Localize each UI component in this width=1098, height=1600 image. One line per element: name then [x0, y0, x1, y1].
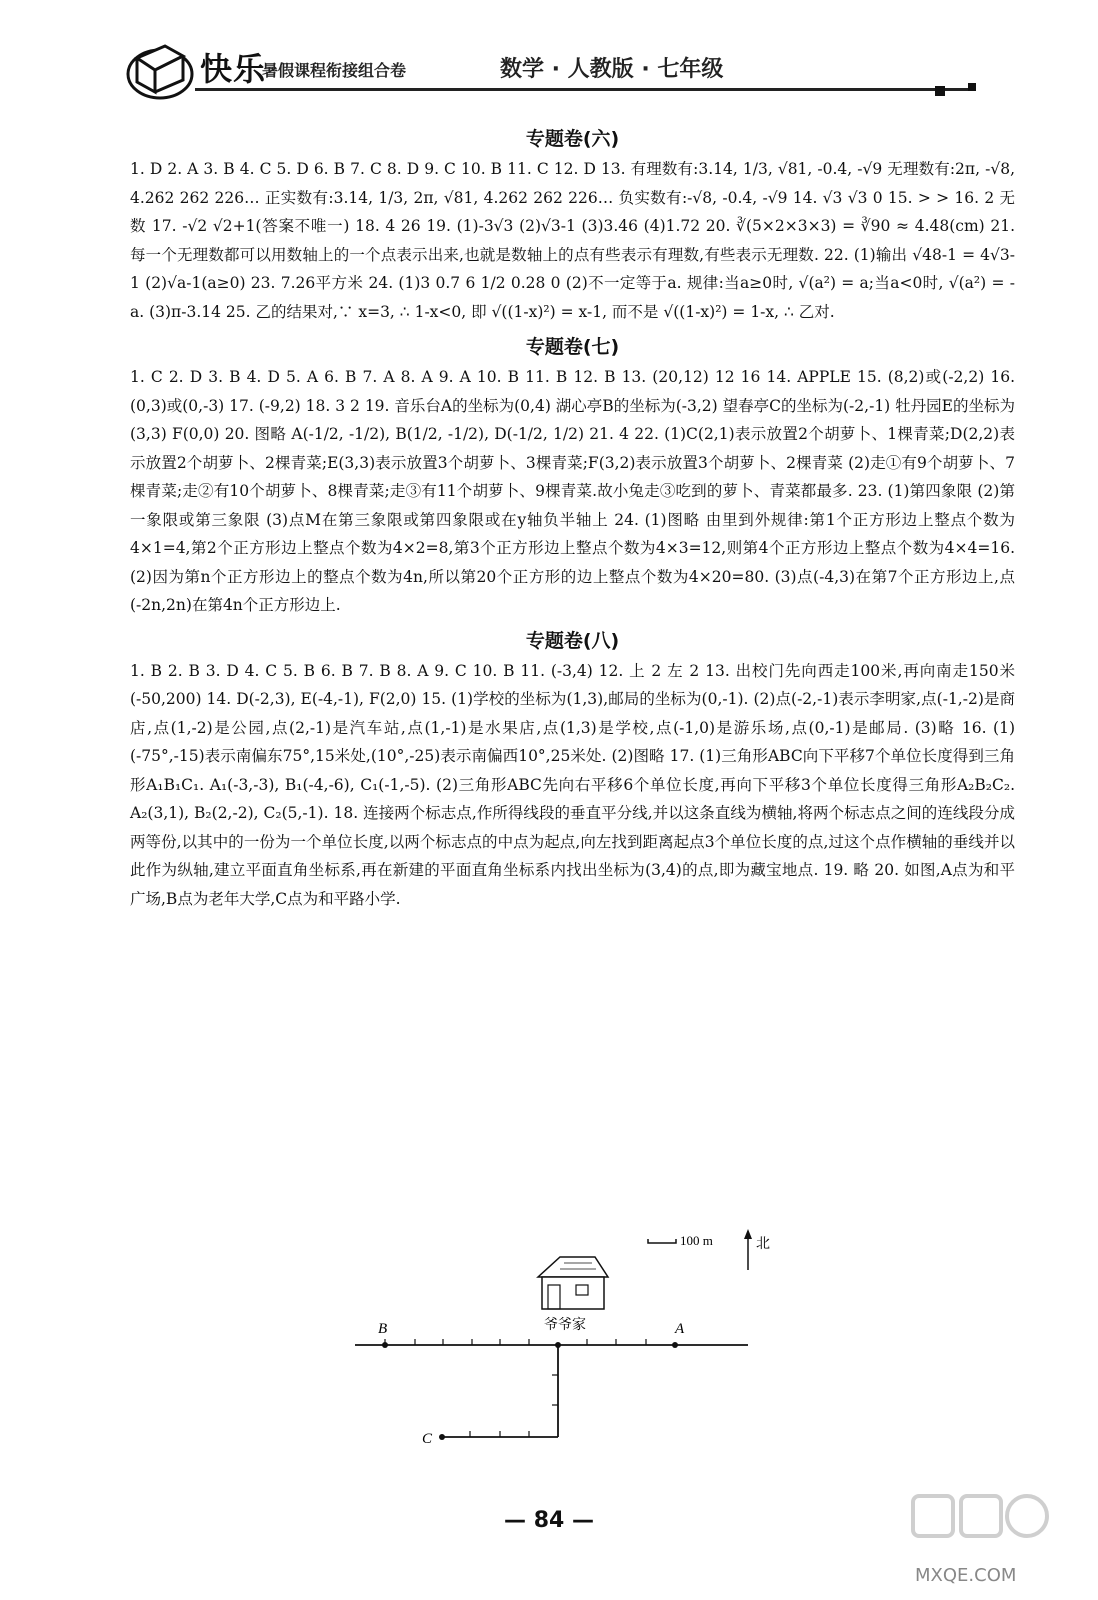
- book-logo-icon: [125, 40, 195, 102]
- header-square-mark: [968, 83, 976, 91]
- north-arrow-head-icon: [744, 1229, 752, 1239]
- brand-subtitle: 暑假课程衔接组合卷: [262, 61, 407, 80]
- watermark-text: MXQE.COM: [915, 1565, 1017, 1586]
- map-figure: [330, 1215, 770, 1455]
- scale-label: 100 m: [680, 1233, 713, 1248]
- scale-bar: [648, 1239, 676, 1243]
- section-title: 专题卷(六): [525, 128, 620, 150]
- section-answers: 1. B 2. B 3. D 4. C 5. B 6. B 7. B 8. A 9. C 10. B 11. (-3,4) 12. 上 2 左 2 13. 出校门先向西走100米,再向南走150米 (-50,200) 14. D(-2,3), E(-4,-1), F(2,0) 15. (1)学校的坐标为(1,3),邮局的坐标为(0,-1). (2)点(-2,-1)表示李明家,点(-1,-2)是商店,点(1,-2)是公园,点(2,-1)是汽车站,点(1,-1)是水果店,点(1,3)是学校,点(-1,0)是游乐场,点(0,-1)是邮局. (3)略 16. (1)(-75°,-15)表示南偏东75°,15米处,(10°,-25)表示南偏西10°,25米处. (2)图略 17. (1)三角形ABC向下平移7个单位长度得到三角形A₁B₁C₁. A₁(-3,-3), B₁(-4,-6), C₁(-1,-5). (2)三角形ABC先向右平移6个单位长度,再向下平移3个单位长度得三角形A₂B₂C₂. A₂(3,1), B₂(2,-2), C₂(5,-1). 18. 连接两个标志点,作所得线段的垂直平分线,并以这条直线为横轴,将两个标志点之间的连线段分成两等份,以其中的一份为一个单位长度,以两个标志点的中点为起点,向左找到距离起点3个单位长度的点,过这个点作横轴的垂线并以此作为纵轴,建立平面直角坐标系,再在新建的平面直角坐标系内找出坐标为(3,4)的点,即为藏宝地点. 19. 略 20. 如图,A点为和平广场,B点为老年大学,C点为和平路小学.: [130, 661, 1015, 908]
- page-header: [0, 0, 1098, 110]
- south-road-ticks: [552, 1375, 558, 1405]
- subject-label: 数学 · 人教版 · 七年级: [500, 57, 724, 82]
- path-c-ticks: [470, 1431, 529, 1437]
- road-ticks: [385, 1339, 646, 1345]
- brand-title: 快乐: [200, 50, 267, 88]
- answer-content: [130, 118, 1015, 913]
- page-number: — 84 —: [504, 1508, 594, 1533]
- section-title: 专题卷(八): [525, 629, 620, 652]
- north-label: 北: [756, 1236, 770, 1252]
- point-c-marker: [439, 1434, 445, 1440]
- point-c-label: C: [422, 1431, 433, 1447]
- section-answers: 1. D 2. A 3. B 4. C 5. D 6. B 7. C 8. D 9. C 10. B 11. C 12. D 13. 有理数有:3.14, 1/3, √81, -0.4, -√9 无理数有:2π, -√8, 4.262 262 226… 正实数有:3.14, 1/3, 2π, √81, 4.262 262 226… 负实数有:-√8, -0.4, -√9 14. √3 √3 0 15. > > 16. 2 无数 17. -√2 √2+1(答案不唯一) 18. 4 26 19. (1)-3√3 (2)√3-1 (3)3.46 (4)1.72 20. ∛(5×2×3×3) = ∛90 ≈ 4.48(cm) 21. 每一个无理数都可以用数轴上的一个点表示出来,也就是数轴上的点有些表示有理数,有些表示无理数. 22. (1)输出 √48-1 = 4√3-1 (2)√a-1(a≥0) 23. 7.26平方米 24. (1)3 0.7 6 1/2 0.28 0 (2)不一定等于a. 规律:当a≥0时, √(a²) = a;当a<0时, √(a²) = -a. (3)π-3.14 25. 乙的结果对,∵ x=3, ∴ 1-x<0, 即 √((1-x)²) = x-1, 而不是 √((1-x)²) = 1-x, ∴ 乙对.: [130, 160, 1015, 321]
- house-icon: [538, 1257, 608, 1309]
- point-a-marker: [672, 1342, 678, 1348]
- home-label: 爷爷家: [544, 1317, 586, 1333]
- point-b-marker: [382, 1342, 388, 1348]
- point-a-label: A: [675, 1321, 685, 1337]
- header-rule: [195, 88, 975, 91]
- header-square-mark: [935, 86, 945, 96]
- section-answers: 1. C 2. D 3. B 4. D 5. A 6. B 7. A 8. A 9. A 10. B 11. B 12. B 13. (20,12) 12 16 14. APPLE 15. (8,2)或(-2,2) 16. (0,3)或(0,-3) 17. (-9,2) 18. 3 2 19. 音乐台A的坐标为(0,4) 湖心亭B的坐标为(-3,2) 望春亭C的坐标为(-2,-1) 牡丹园E的坐标为(3,3) F(0,0) 20. 图略 A(-1/2, -1/2), B(1/2, -1/2), D(-1/2, 1/2) 21. 4 22. (1)C(2,1)表示放置2个胡萝卜、1棵青菜;D(2,2)表示放置2个胡萝卜、2棵青菜;E(3,3)表示放置3个胡萝卜、3棵青菜;F(3,2)表示放置3个胡萝卜、2棵青菜 (2)走①有9个胡萝卜、7棵青菜;走②有10个胡萝卜、8棵青菜;走③有11个胡萝卜、9棵青菜.故小兔走③吃到的萝卜、青菜都最多. 23. (1)第四象限 (2)第一象限或第三象限 (3)点M在第三象限或第四象限或在y轴负半轴上 24. (1)图略 由里到外规律:第1个正方形边上整点个数为4×1=4,第2个正方形边上整点个数为4×2=8,第3个正方形边上整点个数为4×3=12,则第4个正方形边上整点个数为4×4=16. (2)因为第n个正方形边上的整点个数为4n,所以第20个正方形的边上整点个数为4×20=80. (3)点(-4,3)在第7个正方形边上,点(-2n,2n)在第4n个正方形边上.: [130, 368, 1015, 614]
- point-b-label: B: [378, 1321, 388, 1337]
- section-title: 专题卷(七): [525, 336, 620, 358]
